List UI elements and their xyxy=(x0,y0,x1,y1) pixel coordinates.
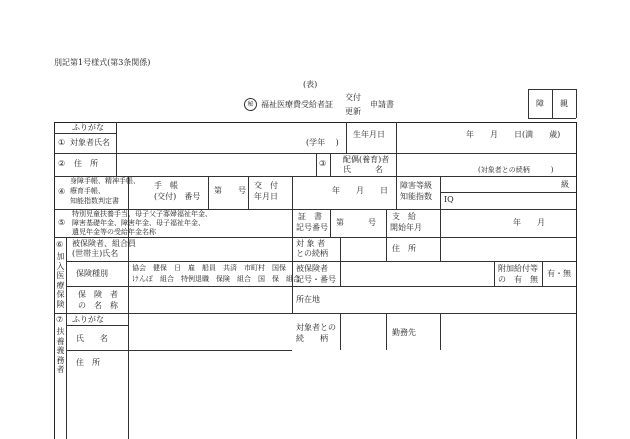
address-label: 住 所 xyxy=(74,159,98,168)
insured-relation-label: 対 象 者 xyxy=(296,239,326,248)
spouse-name-label: 氏 名 xyxy=(343,165,383,174)
handbook-type-2: 療育手帳、 xyxy=(70,187,105,195)
row3-number: ③ xyxy=(319,159,327,168)
payment-start-label-2: 開始年月 xyxy=(390,223,422,232)
application-label: 申請書 xyxy=(370,100,394,109)
additional-benefit-label-2: の 有 無 xyxy=(498,275,538,284)
pension-name-2: 障害基礎年金、障害年金、母子福祉年金、 xyxy=(72,219,205,227)
confidential-seal-mark: 秘 xyxy=(244,98,257,111)
insured-number-label: 記号・番号 xyxy=(296,275,336,284)
subject-name-label: 対象者氏名 xyxy=(70,138,110,147)
row2-number: ② xyxy=(58,159,66,168)
certificate-label: 証 書 xyxy=(298,212,322,221)
issue-date-field[interactable]: 年 月 日 xyxy=(332,186,388,195)
insurer-label: 保 険 者 xyxy=(78,290,118,299)
guardian-name-label: 氏 名 xyxy=(76,334,108,343)
iq-field[interactable]: IQ xyxy=(444,195,454,204)
insurance-type-options-2[interactable]: けんぽ 組合 特例退職 保険 組合 国 保 組合 xyxy=(132,275,300,283)
pension-name-1: 特別児童扶養手当、母子父子寡婦福祉年金、 xyxy=(72,210,212,218)
insurance-type-label: 保険種別 xyxy=(76,269,108,278)
insured-address-label: 住 所 xyxy=(392,244,416,253)
school-grade-field[interactable]: (学年 ) xyxy=(306,138,339,147)
guardian-furigana-label: ふりがな xyxy=(72,315,104,324)
issue-date-label: 交 付 xyxy=(254,181,278,190)
insurance-type-options-1[interactable]: 協会 健保 日 雇 船員 共済 市町村 国保 xyxy=(132,264,286,272)
row6-number: ⑥ xyxy=(56,240,64,249)
grade-unit[interactable]: 級 xyxy=(561,180,569,189)
pension-name-3: 遺児年金等の受給年金名称 xyxy=(72,228,156,236)
furigana-label: ふりがな xyxy=(72,123,104,132)
certificate-number-label: 記号番号 xyxy=(296,223,328,232)
insurer-location-label: 所在地 xyxy=(296,295,320,304)
guardian-address-label: 住 所 xyxy=(76,358,100,367)
insurer-name-label: の 名 称 xyxy=(78,301,118,310)
confidential-seal xyxy=(244,98,257,111)
guardian-side-label: 扶養義務者 xyxy=(56,327,65,374)
insurance-side-label: 加入医療保険 xyxy=(56,252,65,309)
front-side-label: (表) xyxy=(303,80,318,89)
payment-start-field[interactable]: 年 月 xyxy=(513,218,545,227)
disability-grade-label: 障害等級 xyxy=(400,181,432,190)
insured-name-label: 被保険者、組合員 xyxy=(72,239,136,248)
form-title: 福祉医療費受給者証 xyxy=(261,100,333,109)
birth-date-label: 生年月日 xyxy=(353,130,385,139)
insured-relation-label-2: との続柄 xyxy=(296,249,328,258)
renew-option: 更新 xyxy=(345,107,361,116)
form-reference: 別記第1号様式(第3条関係) xyxy=(54,58,151,67)
insured-symbol-label: 被保険者 xyxy=(296,264,328,273)
handbook-type-3: 知能指数判定書 xyxy=(70,197,119,205)
handbook-type-1: 身障手帳、精神手帳、 xyxy=(70,177,140,185)
disability-category-box: 障 xyxy=(536,99,544,108)
relation-field[interactable]: (対象者との続柄 ) xyxy=(478,166,554,174)
additional-benefit-label: 附加給付等 xyxy=(498,264,538,273)
certificate-number-field[interactable]: 第 号 xyxy=(336,218,376,227)
issue-date-label-2: 年月日 xyxy=(254,192,278,201)
guardian-relation-label-2: 続 柄 xyxy=(296,334,328,343)
row4-number: ④ xyxy=(58,187,66,196)
birth-date-field[interactable]: 年 月 日(満 歳) xyxy=(466,130,561,139)
benefit-yes-no-option[interactable]: 有・無 xyxy=(547,269,571,278)
row7-number: ⑦ xyxy=(56,315,64,324)
spouse-label: 配偶(養育)者 xyxy=(343,155,390,164)
relative-category-box: 親 xyxy=(560,99,568,108)
workplace-label: 勤務先 xyxy=(392,328,416,337)
handbook-number-label: (交付) 番号 xyxy=(154,192,201,201)
row1-number: ① xyxy=(58,138,66,147)
householder-label: (世帯主)氏名 xyxy=(72,249,119,258)
handbook-number-field[interactable]: 第 号 xyxy=(214,186,246,195)
row5-number: ⑤ xyxy=(58,218,66,227)
handbook-label: 手 帳 xyxy=(154,181,178,190)
iq-label: 知能指数 xyxy=(400,192,432,201)
guardian-relation-label: 対象者との xyxy=(296,323,336,332)
issue-option: 交付 xyxy=(345,93,361,102)
payment-start-label: 支 給 xyxy=(392,212,416,221)
